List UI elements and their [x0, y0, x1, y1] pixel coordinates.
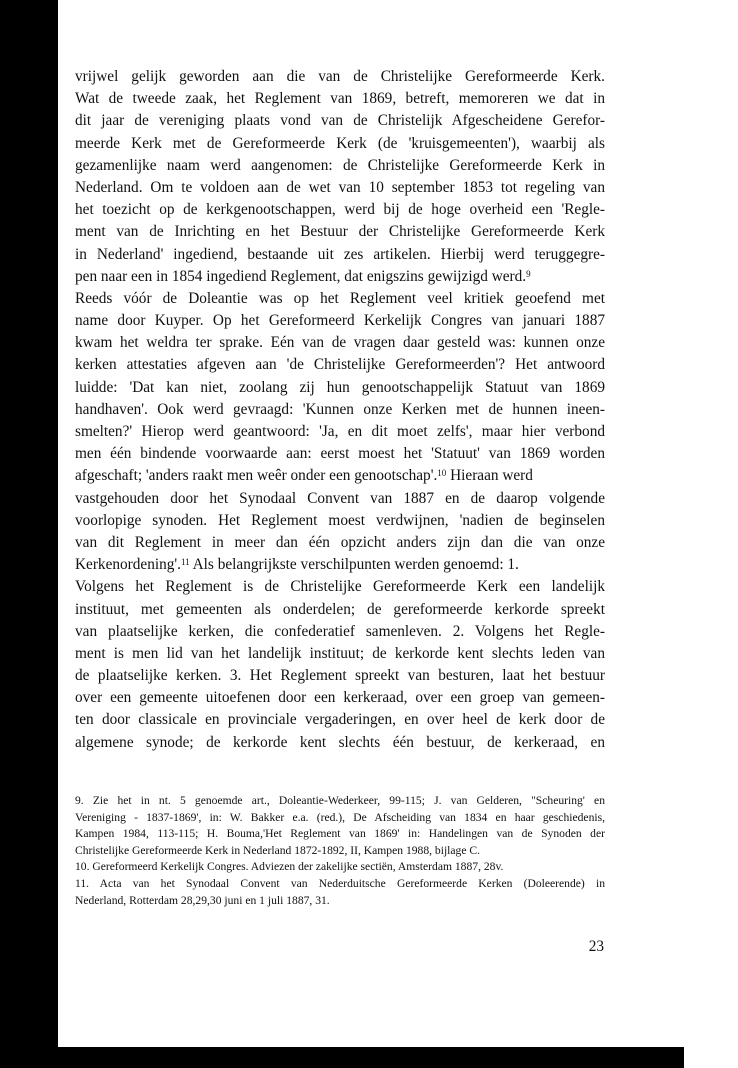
footnotes [75, 793, 605, 909]
body-line: men één bindende voorwaarde aan: eerst moest het 'Statuut' van 1869 worden [75, 445, 605, 463]
body-line: over een gemeente uitoefenen door een kerkeraad, over een groep van gemeen- [75, 689, 605, 707]
body-line: name door Kuyper. Op het Gereformeerd Kerkelijk Congres van januari 1887 [75, 312, 605, 330]
body-line: algemene synode; de kerkorde kent slechts één bestuur, de kerkeraad, en [75, 733, 605, 751]
scan-border-left [0, 0, 58, 1068]
body-line: instituut, met gemeenten als onderdelen; de gereformeerde kerkorde spreekt [75, 600, 605, 618]
footnote-line: Nederland, Rotterdam 28,29,30 juni en 1 juli 1887, 31. [75, 893, 330, 907]
body-line-text: Kerkenordening'. [75, 556, 181, 574]
body-line-text: afgeschaft; 'anders raakt men weêr onder een genootschap'. [75, 467, 438, 485]
body-line: vastgehouden door het Synodaal Convent van 1887 en de daarop volgende [75, 489, 605, 507]
scan-border-corner [684, 1047, 738, 1068]
body-line: ten door classicale en provinciale vergaderingen, en over heel de kerk door de [75, 711, 605, 729]
body-line-tail: Als belangrijkste verschilpunten werden genoemd: 1. [189, 556, 519, 574]
body-line: voorlopige synoden. Het Reglement moest verdwijnen, 'nadien de beginselen [75, 511, 605, 529]
body-line: luidde: 'Dat kan niet, zoolang zij hun genootschappelijk Statuut van 1869 [75, 378, 605, 396]
body-line: het toezicht op de kerkgenootschappen, werd bij de hoge overheid een 'Regle- [75, 201, 605, 219]
body-line: dit jaar de vereniging plaats vond van de Christelijk Afgescheidene Gerefor- [75, 112, 605, 130]
footnote-ref-11[interactable]: 11 [180, 557, 190, 568]
body-line [75, 266, 605, 288]
body-line: meerde Kerk met de Gereformeerde Kerk (de 'kruisgemeenten'), waarbij als [75, 134, 605, 152]
footnote-line: Christelijke Gereformeerde Kerk in Nederland 1872-1892, II, Kampen 1988, bijlage C. [75, 843, 481, 857]
body-line: Nederland. Om te voldoen aan de wet van 10 september 1853 tot regeling van [75, 178, 605, 196]
body-line-tail: Hieraan werd [446, 467, 533, 485]
body-line: ment van de Inrichting en het Bestuur der Christelijke Gereformeerde Kerk [75, 223, 605, 241]
body-line: handhaven'. Ook werd gevraagd: 'Kunnen onze Kerken met de hunnen ineen- [75, 400, 605, 418]
body-line: van plaatselijke kerken, die confederatief samenleven. 2. Volgens het Regle- [75, 622, 605, 640]
body-line: Volgens het Reglement is de Christelijke Gereformeerde Kerk een landelijk [75, 578, 605, 596]
body-line: Wat de tweede zaak, het Reglement van 1869, betreft, memoreren we dat in [75, 90, 605, 108]
footnote-line: 11. Acta van het Synodaal Convent van Nederduitsche Gereformeerde Kerken (Doleerende) in [75, 876, 605, 890]
footnote-line: 10. Gereformeerd Kerkelijk Congres. Adviezen der zakelijke sectiën, Amsterdam 1887, 28v. [75, 860, 504, 874]
page-number: 23 [588, 938, 604, 955]
body-line: vrijwel gelijk geworden aan die van de Christelijke Gereformeerde Kerk. [75, 68, 605, 85]
body-line: kwam het weldra ter sprake. Eén van de vragen daar gesteld was: kunnen onze [75, 334, 605, 352]
footnote-line: 9. Zie het in nt. 5 genoemde art., Doleantie-Wederkeer, 99-115; J. van Gelderen, "Scheuring' en [75, 794, 605, 807]
body-line: gezamenlijke naam werd aangenomen: de Christelijke Gereformeerde Kerk in [75, 156, 605, 174]
scan-border-bottom [0, 1047, 684, 1068]
body-line [75, 465, 605, 487]
footnote-ref-10[interactable]: 10 [437, 468, 447, 479]
body-text [75, 66, 605, 754]
footnote-line: Vereniging - 1837-1869', in: W. Bakker e.a. (red.), De Afscheiding van 1834 en haar geschiedenis, [75, 810, 605, 824]
body-line: in Nederland' ingediend, bestaande uit zes artikelen. Hierbij werd teruggegre- [75, 245, 605, 263]
footnote-ref-9[interactable]: 9 [526, 268, 531, 279]
body-line [75, 554, 605, 576]
body-line: kerken attestaties afgeven aan 'de Christelijke Gereformeerden'? Het antwoord [75, 356, 605, 374]
footnote-line: Kampen 1984, 113-115; H. Bouma,'Het Reglement van 1869' in: Handelingen van de Synoden der [75, 827, 605, 841]
body-line: van dit Reglement in meer dan één opzicht anders zijn dan die van onze [75, 533, 605, 551]
body-line: de plaatselijke kerken. 3. Het Reglement spreekt van besturen, laat het bestuur [75, 667, 605, 685]
body-line: smelten?' Hierop werd geantwoord: 'Ja, en dit moet zelfs', maar hier verbond [75, 423, 605, 440]
body-line: Reeds vóór de Doleantie was op het Reglement veel kritiek geoefend met [75, 289, 605, 307]
body-line-text: pen naar een in 1854 ingediend Reglement, dat enigszins gewijzigd werd. [75, 267, 527, 285]
body-line: ment is men lid van het landelijk instituut; de kerkorde kent slechts leden van [75, 644, 605, 662]
